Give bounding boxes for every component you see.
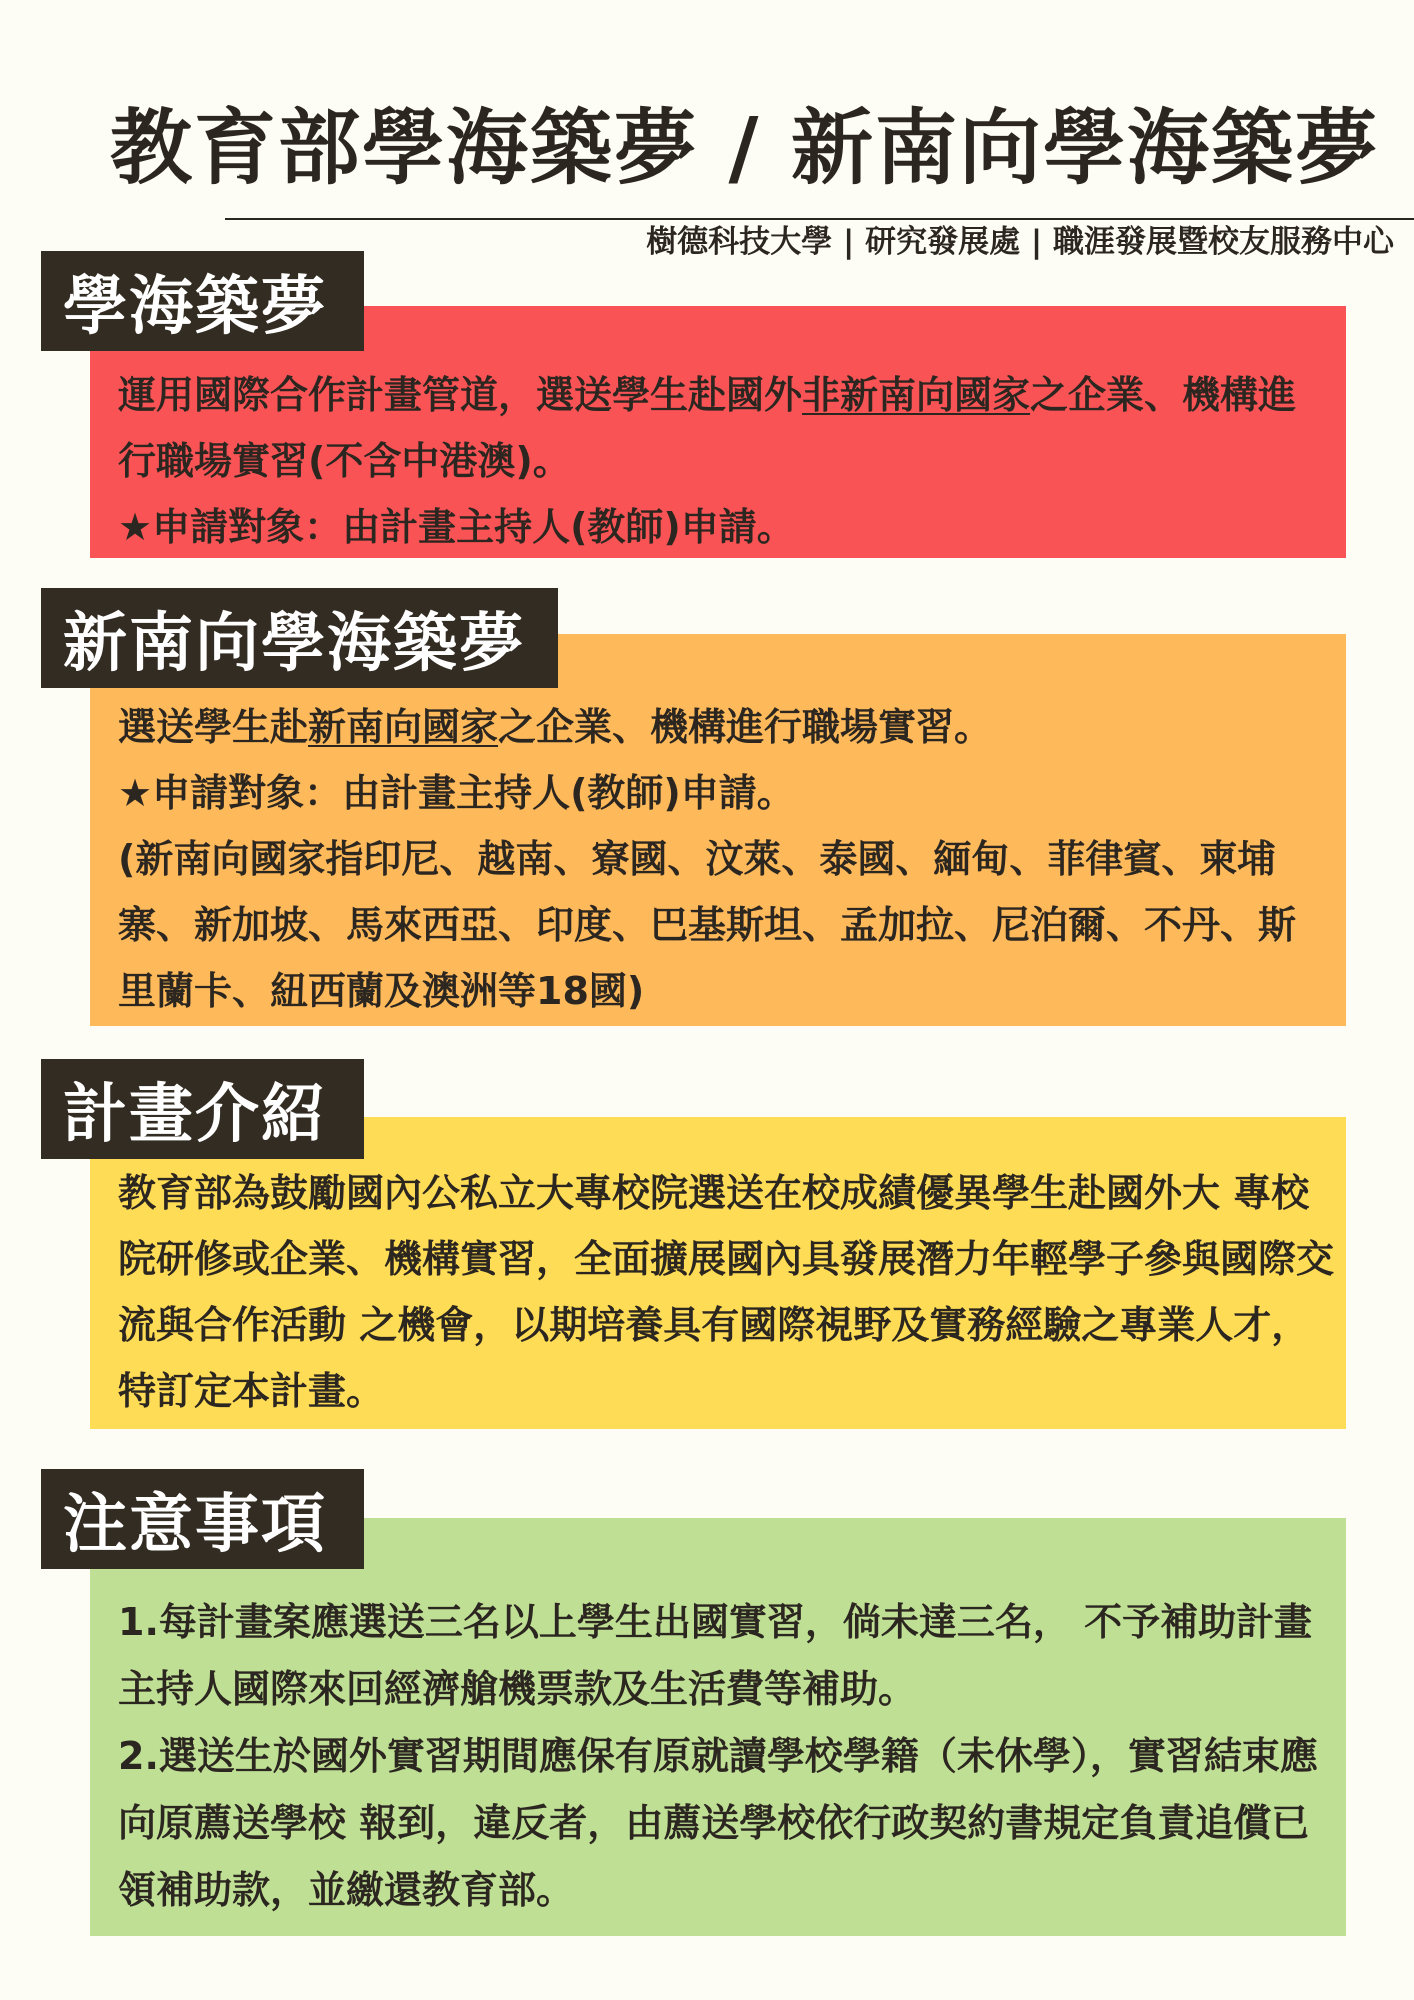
page-title: 教育部學海築夢 / 新南向學海築夢 — [110, 101, 1380, 196]
section-new-southbound-label: 新南向學海築夢 — [41, 588, 558, 688]
section-new-southbound-countries: (新南向國家指印尼、越南、寮國、汶萊、泰國、緬甸、菲律賓、柬埔寨、新加坡、馬來西亞、印度、巴基斯坦、孟加拉、尼泊爾、不丹、斯里蘭卡、紐西蘭及澳洲等18國) — [118, 837, 1297, 1013]
section-program-intro-text — [118, 1160, 1340, 1424]
section-study-abroad-applicant: ★申請對象：由計畫主持人(教師)申請。 — [118, 505, 795, 549]
section-notes-text — [118, 1589, 1340, 1924]
section-study-abroad-label: 學海築夢 — [41, 251, 364, 351]
section-new-southbound-description — [118, 694, 1328, 760]
page-subtitle: 樹德科技大學 | 研究發展處 | 職涯發展暨校友服務中心 — [646, 224, 1394, 260]
notes-item: 2.選送生於國外實習期間應保有原就讀學校學籍（未休學），實習結束應向原薦送學校 報到，違反者，由薦送學校依行政契約書規定負責追償已領補助款，並繳還教育部。 — [118, 1734, 1318, 1912]
description-text: 運用國際合作計畫管道，選送學生赴國外 — [118, 373, 803, 417]
description-text: 之企業、機構進行職場實習(不含中港澳)。 — [118, 373, 1297, 483]
title-divider — [225, 218, 1414, 220]
section-new-southbound-applicant: ★申請對象：由計畫主持人(教師)申請。 — [118, 771, 795, 815]
section-study-abroad-description — [118, 362, 1328, 494]
section-program-intro-label: 計畫介紹 — [41, 1059, 364, 1159]
section-notes-label: 注意事項 — [41, 1469, 364, 1569]
program-intro-paragraph: 教育部為鼓勵國內公私立大專校院選送在校成績優異學生赴國外大 專校院研修或企業、機構實習，全面擴展國內具發展潛力年輕學子參與國際交流與合作活動 之機會，以期培養具有國際視野及實務經驗之專業人才，特訂定本計畫。 — [118, 1171, 1335, 1413]
section-study-abroad-text — [118, 362, 1328, 560]
description-text: 選送學生赴 — [118, 705, 309, 749]
section-new-southbound-text — [118, 694, 1328, 1024]
underlined-text: 非新南向國家 — [802, 373, 1031, 417]
underlined-text: 新南向國家 — [308, 705, 499, 749]
notes-item: 1.每計畫案應選送三名以上學生出國實習，倘未達三名， 不予補助計畫主持人國際來回經濟艙機票款及生活費等補助。 — [118, 1600, 1313, 1711]
description-text: 之企業、機構進行職場實習。 — [498, 705, 993, 749]
